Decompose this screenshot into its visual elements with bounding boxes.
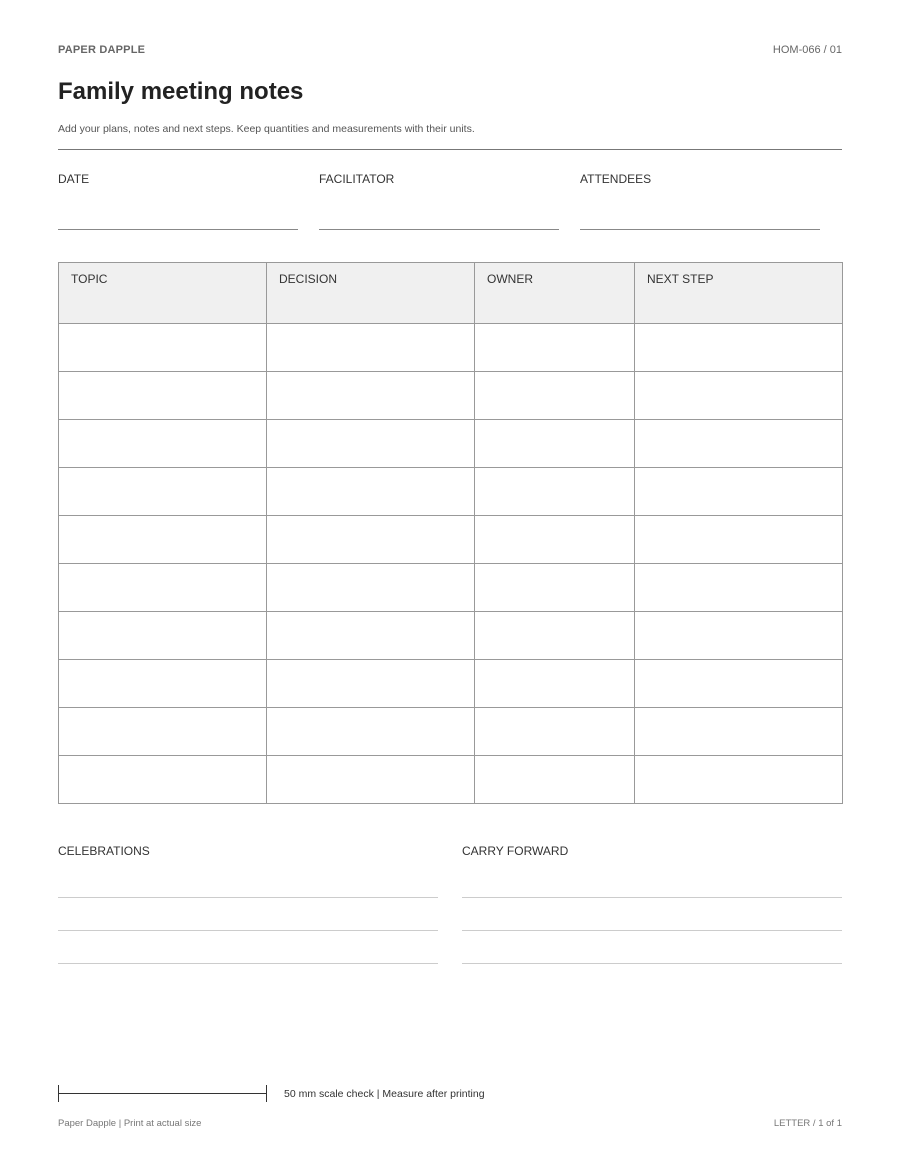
table-cell[interactable] xyxy=(59,756,267,804)
celebrations-line[interactable] xyxy=(58,897,438,898)
scale-check-text: 50 mm scale check | Measure after printing xyxy=(284,1088,485,1100)
table-row xyxy=(59,468,843,516)
table-row xyxy=(59,612,843,660)
carry-forward-line[interactable] xyxy=(462,930,842,931)
table-cell[interactable] xyxy=(475,708,635,756)
attendees-label: ATTENDEES xyxy=(580,172,652,186)
table-row xyxy=(59,372,843,420)
table-cell[interactable] xyxy=(267,324,475,372)
celebrations-line[interactable] xyxy=(58,963,438,964)
table-cell[interactable] xyxy=(475,564,635,612)
date-field-line[interactable] xyxy=(58,229,298,230)
table-cell[interactable] xyxy=(267,612,475,660)
table-cell[interactable] xyxy=(635,516,843,564)
table-cell[interactable] xyxy=(635,708,843,756)
table-row xyxy=(59,564,843,612)
table-cell[interactable] xyxy=(475,372,635,420)
footer-left-text: Paper Dapple | Print at actual size xyxy=(58,1118,202,1129)
table-cell[interactable] xyxy=(635,564,843,612)
date-label: DATE xyxy=(58,172,90,186)
table-cell[interactable] xyxy=(267,708,475,756)
table-cell[interactable] xyxy=(475,420,635,468)
column-header-decision: DECISION xyxy=(267,263,475,324)
carry-forward-line[interactable] xyxy=(462,897,842,898)
column-header-next-step: NEXT STEP xyxy=(635,263,843,324)
table-row xyxy=(59,420,843,468)
table-cell[interactable] xyxy=(635,756,843,804)
column-header-topic: TOPIC xyxy=(59,263,267,324)
celebrations-line[interactable] xyxy=(58,930,438,931)
brand-name: PAPER DAPPLE xyxy=(58,44,146,56)
page-title: Family meeting notes xyxy=(58,78,304,105)
table-row xyxy=(59,516,843,564)
carry-forward-line[interactable] xyxy=(462,963,842,964)
table-cell[interactable] xyxy=(59,516,267,564)
table-cell[interactable] xyxy=(475,660,635,708)
carry-forward-label: CARRY FORWARD xyxy=(462,844,569,858)
table-body xyxy=(59,324,843,804)
table-header-row xyxy=(59,263,843,324)
table-cell[interactable] xyxy=(59,420,267,468)
table-cell[interactable] xyxy=(635,420,843,468)
table-cell[interactable] xyxy=(267,372,475,420)
header-divider xyxy=(58,149,842,150)
table-cell[interactable] xyxy=(59,372,267,420)
table-cell[interactable] xyxy=(267,420,475,468)
footer-page-info: LETTER / 1 of 1 xyxy=(773,1118,842,1129)
table-cell[interactable] xyxy=(475,324,635,372)
table-cell[interactable] xyxy=(475,468,635,516)
page-subtitle: Add your plans, notes and next steps. Keep quantities and measurements with their units. xyxy=(58,123,475,135)
table-cell[interactable] xyxy=(59,660,267,708)
table-cell[interactable] xyxy=(59,564,267,612)
table-row xyxy=(59,756,843,804)
facilitator-field-line[interactable] xyxy=(319,229,559,230)
table-cell[interactable] xyxy=(59,324,267,372)
table-cell[interactable] xyxy=(267,468,475,516)
table-cell[interactable] xyxy=(267,564,475,612)
table-cell[interactable] xyxy=(267,660,475,708)
document-id: HOM-066 / 01 xyxy=(772,44,842,56)
table-cell[interactable] xyxy=(59,708,267,756)
column-header-owner: OWNER xyxy=(475,263,635,324)
table-row xyxy=(59,660,843,708)
table-cell[interactable] xyxy=(635,372,843,420)
attendees-field-line[interactable] xyxy=(580,229,820,230)
table-cell[interactable] xyxy=(475,516,635,564)
scale-bar xyxy=(58,1085,267,1101)
table-cell[interactable] xyxy=(475,612,635,660)
table-row xyxy=(59,708,843,756)
table-cell[interactable] xyxy=(267,756,475,804)
table-cell[interactable] xyxy=(635,660,843,708)
meeting-table xyxy=(58,262,843,804)
table-cell[interactable] xyxy=(635,324,843,372)
table-cell[interactable] xyxy=(59,468,267,516)
table-cell[interactable] xyxy=(59,612,267,660)
table-row xyxy=(59,324,843,372)
table-cell[interactable] xyxy=(267,516,475,564)
facilitator-label: FACILITATOR xyxy=(319,172,395,186)
table-cell[interactable] xyxy=(475,756,635,804)
celebrations-label: CELEBRATIONS xyxy=(58,844,150,858)
table-cell[interactable] xyxy=(635,468,843,516)
table-cell[interactable] xyxy=(635,612,843,660)
